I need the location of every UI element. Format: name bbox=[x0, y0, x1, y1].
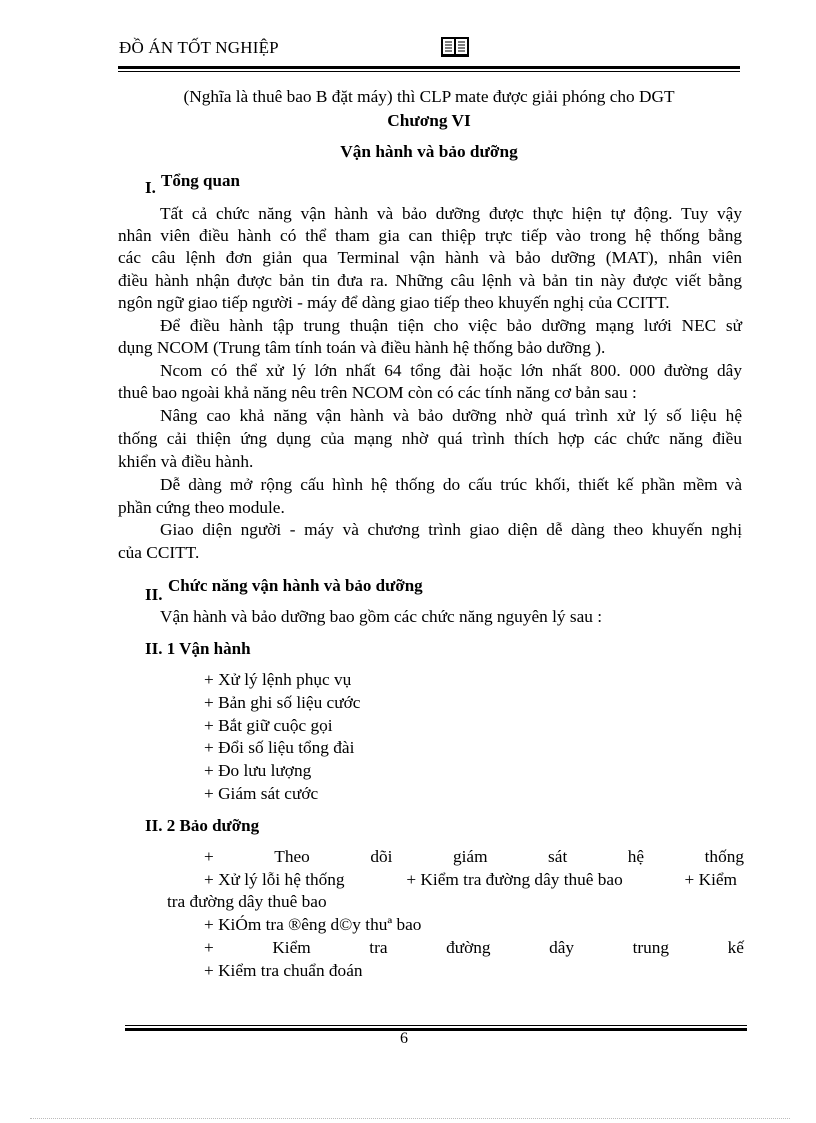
list-item: + Đo lưu lượng bbox=[204, 761, 312, 780]
maintenance-line-3: tra đường dây thuê bao bbox=[167, 892, 327, 911]
header-rule bbox=[118, 66, 740, 69]
chapter-subtitle: Vận hành và bảo dưỡng bbox=[340, 142, 518, 161]
word: Kiểm bbox=[272, 938, 311, 957]
header-title: ĐỒ ÁN TỐT NGHIỆP bbox=[119, 38, 279, 57]
list-item: + Bản ghi số liệu cước bbox=[204, 693, 361, 712]
subsection1-title: II. 1 Vận hành bbox=[145, 639, 251, 658]
section1-number: I. bbox=[145, 178, 156, 197]
header-rule-thin bbox=[118, 71, 740, 72]
para-line: của CCITT. bbox=[118, 543, 200, 562]
para-line: Tất cả chức năng vận hành và bảo dưỡng được thực hiện tự động. Tuy vậy bbox=[160, 204, 742, 223]
page-number: 6 bbox=[400, 1030, 408, 1047]
para-line: ngôn ngữ giao tiếp người - máy để dàng giao tiếp theo khuyến nghị của CCITT. bbox=[118, 293, 670, 312]
list-item: + Bắt giữ cuộc gọi bbox=[204, 716, 333, 735]
para-line: dụng NCOM (Trung tâm tính toán và điều hành hệ thống bảo dưỡng ). bbox=[118, 338, 606, 357]
maintenance-line-6: + Kiểm tra chuẩn đoán bbox=[204, 961, 363, 980]
para-line: các câu lệnh đơn giản qua Terminal vận hành và bảo dưỡng (MAT), nhân viên bbox=[118, 248, 742, 267]
maintenance-line-1 bbox=[204, 846, 744, 868]
para-line: Ncom có thể xử lý lớn nhất 64 tổng đài hoặc lớn nhất 800. 000 đường dây bbox=[160, 361, 742, 380]
word: hệ bbox=[627, 847, 645, 866]
list-item: + Xử lý lệnh phục vụ bbox=[204, 670, 352, 689]
para-line: phần cứng theo module. bbox=[118, 498, 285, 517]
open-book-icon bbox=[440, 36, 470, 58]
para-line: nhân viên điều hành có thể tham gia can thiệp trực tiếp vào trong hệ thống bằng bbox=[118, 226, 742, 245]
word: + Kiểm bbox=[684, 870, 737, 889]
maintenance-line-5 bbox=[204, 937, 744, 959]
maintenance-line-2 bbox=[204, 869, 737, 891]
para-line: khiển và điều hành. bbox=[118, 452, 254, 471]
word: Theo bbox=[274, 847, 310, 866]
footer-rule bbox=[125, 1028, 747, 1031]
para-line: thống cải thiện ứng dụng của mạng nhờ quá trình thích hợp các chức năng điều bbox=[118, 429, 742, 448]
section2-intro: Vận hành và bảo dưỡng bao gồm các chức năng nguyên lý sau : bbox=[160, 607, 603, 626]
word: dõi bbox=[370, 847, 393, 866]
section1-title: Tổng quan bbox=[161, 171, 240, 190]
word: tra bbox=[369, 938, 388, 957]
section2-title: Chức năng vận hành và bảo dưỡng bbox=[168, 576, 423, 595]
para-line: Giao diện người - máy và chương trình giao diện dễ dàng theo khuyến nghị bbox=[160, 520, 742, 539]
word: + Kiểm tra đường dây thuê bao bbox=[406, 870, 623, 889]
word: sát bbox=[548, 847, 568, 866]
word: giám bbox=[452, 847, 488, 866]
para-line: Dễ dàng mở rộng cấu hình hệ thống do cấu trúc khối, thiết kế phần mềm và bbox=[160, 475, 742, 494]
page-edge bbox=[30, 1118, 790, 1119]
word: + bbox=[204, 847, 214, 866]
para-line: điều hành nhận được bản tin đưa ra. Những câu lệnh và bản tin này được viết bằng bbox=[118, 271, 742, 290]
word: + bbox=[204, 938, 214, 957]
word: kế bbox=[727, 938, 744, 957]
chapter-title: Chương VI bbox=[387, 111, 471, 130]
word: dây bbox=[549, 938, 575, 957]
para-line: Để điều hành tập trung thuận tiện cho việc bảo dưỡng mạng lưới NEC sử bbox=[160, 316, 742, 335]
para-line: thuê bao ngoài khả năng nêu trên NCOM còn có các tính năng cơ bản sau : bbox=[118, 383, 637, 402]
para-line: Nâng cao khả năng vận hành và bảo dưỡng nhờ quá trình xử lý số liệu hệ bbox=[160, 406, 742, 425]
section2-number: II. bbox=[145, 585, 163, 604]
word: đường bbox=[446, 938, 491, 957]
subsection2-title: II. 2 Bảo dưỡng bbox=[145, 816, 260, 835]
word: thống bbox=[704, 847, 744, 866]
maintenance-line-4: + KiÓm tra ®êng d©y thuª bao bbox=[204, 915, 422, 934]
footer-rule-thin bbox=[125, 1025, 747, 1026]
word: trung bbox=[632, 938, 670, 957]
list-item: + Giám sát cước bbox=[204, 784, 319, 803]
word: + Xử lý lỗi hệ thống bbox=[204, 870, 345, 889]
intro-line: (Nghĩa là thuê bao B đặt máy) thì CLP mate được giải phóng cho DGT bbox=[183, 87, 675, 106]
list-item: + Đổi số liệu tổng đài bbox=[204, 738, 355, 757]
